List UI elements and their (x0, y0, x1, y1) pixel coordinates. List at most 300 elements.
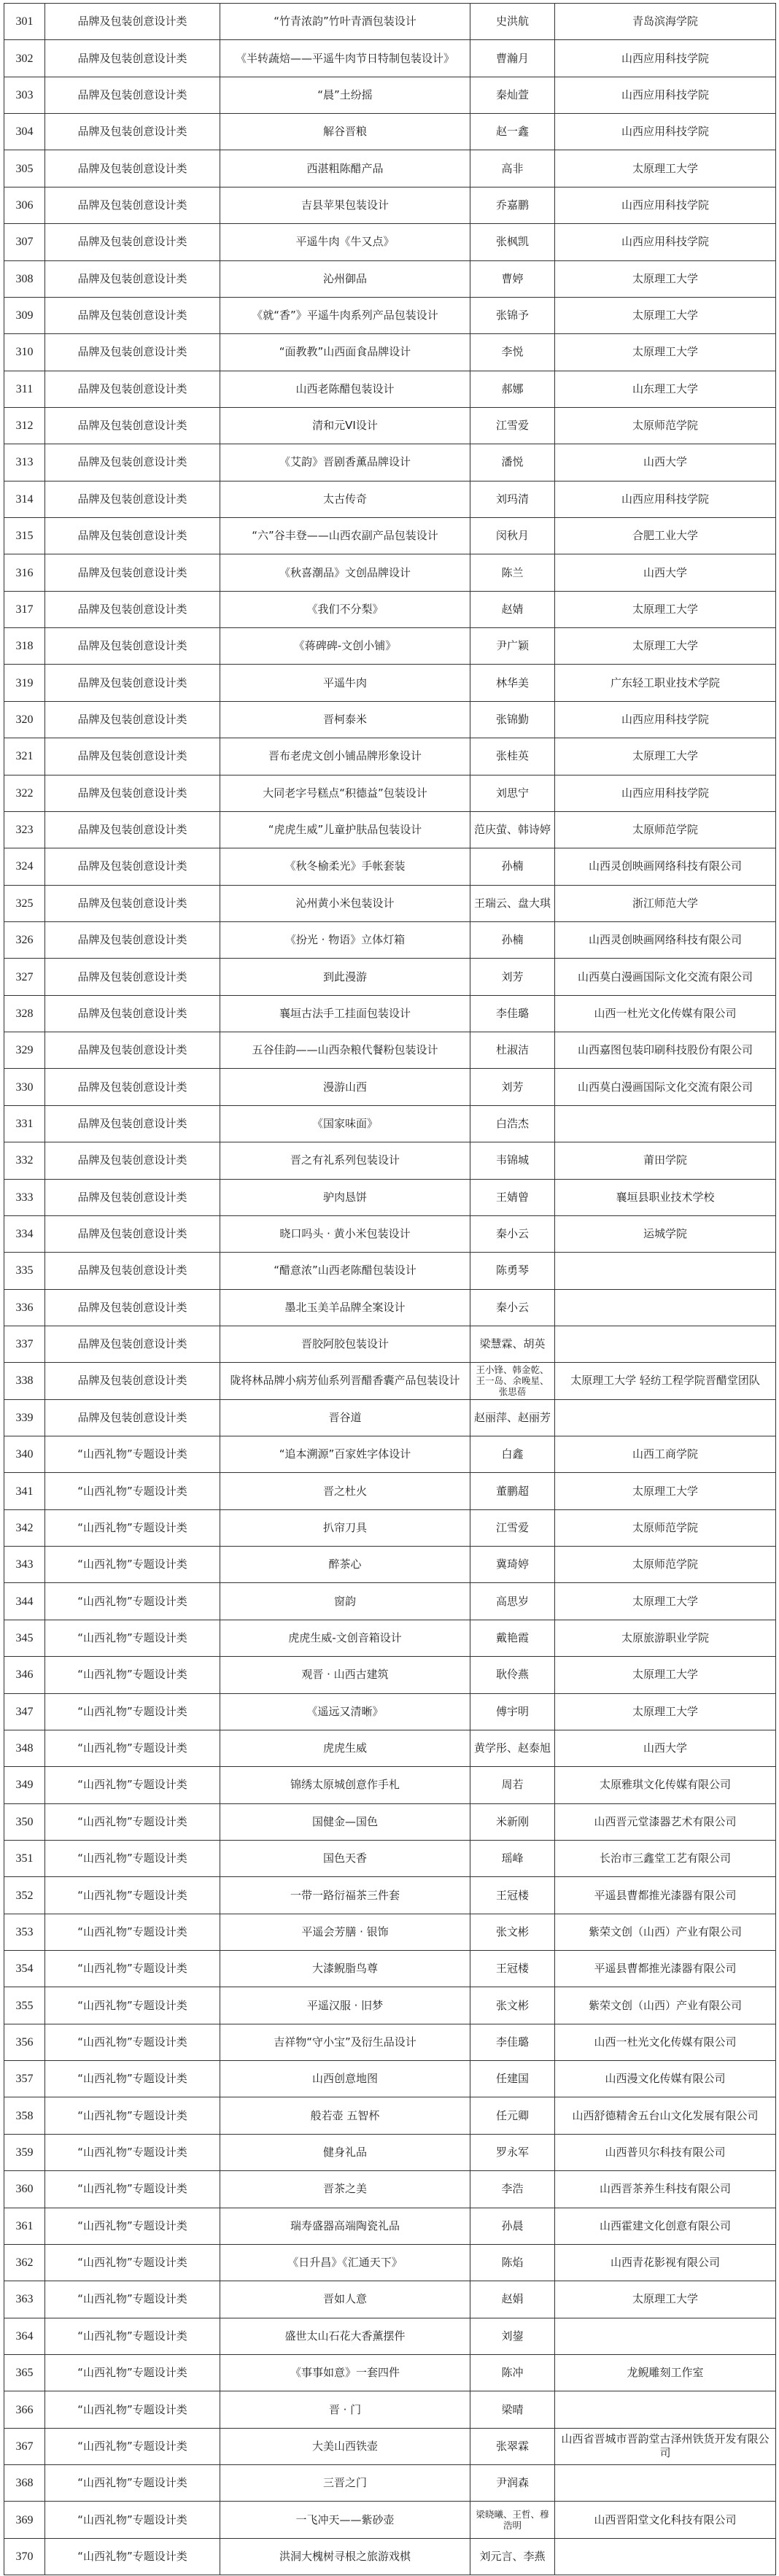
work-title-cell: 国色天香 (220, 1840, 470, 1876)
organization-cell: 太原理工大学 (555, 150, 776, 187)
category-cell: 品牌及包装创意设计类 (45, 701, 220, 738)
organization-cell: 山西漫文化传媒有限公司 (555, 2061, 776, 2097)
author-cell: 郝娜 (470, 371, 555, 407)
entry-number-cell: 365 (4, 2355, 45, 2391)
author-cell: 李佳璐 (470, 2024, 555, 2060)
author-cell: 孙楠 (470, 848, 555, 885)
organization-cell (555, 1253, 776, 1289)
category-cell: “山西礼物”专题设计类 (45, 1767, 220, 1803)
work-title-cell: 《秋冬榆柔光》手帐套装 (220, 848, 470, 885)
organization-cell: 太原理工大学 (555, 1473, 776, 1509)
category-cell: 品牌及包装创意设计类 (45, 921, 220, 958)
work-title-cell: 虎虎生威-文创音箱设计 (220, 1620, 470, 1656)
organization-cell: 太原理工大学 (555, 628, 776, 665)
work-title-cell: 《事事如意》一套四件 (220, 2355, 470, 2391)
work-title-cell: 窗韵 (220, 1583, 470, 1620)
category-cell: “山西礼物”专题设计类 (45, 1803, 220, 1840)
table-row (4, 2538, 776, 2575)
category-cell: “山西礼物”专题设计类 (45, 1840, 220, 1876)
entry-number-cell: 340 (4, 1436, 45, 1473)
award-list-table (4, 3, 776, 2575)
entry-number-cell: 312 (4, 407, 45, 444)
work-title-cell: 《就“香”》平遥牛肉系列产品包装设计 (220, 297, 470, 333)
entry-number-cell: 316 (4, 554, 45, 591)
author-cell: 张桂英 (470, 738, 555, 775)
category-cell: “山西礼物”专题设计类 (45, 1951, 220, 1987)
category-cell: 品牌及包装创意设计类 (45, 1142, 220, 1179)
category-cell: 品牌及包装创意设计类 (45, 150, 220, 187)
work-title-cell: 《我们不分梨》 (220, 591, 470, 627)
table-row (4, 407, 776, 444)
work-title-cell: “六”谷丰登——山西农副产品包装设计 (220, 518, 470, 554)
category-cell: 品牌及包装创意设计类 (45, 1253, 220, 1289)
author-cell: 张锦予 (470, 297, 555, 333)
category-cell: 品牌及包装创意设计类 (45, 40, 220, 77)
work-title-cell: 国健金—国色 (220, 1803, 470, 1840)
category-cell: “山西礼物”专题设计类 (45, 1693, 220, 1730)
table-row (4, 921, 776, 958)
entry-number-cell: 332 (4, 1142, 45, 1179)
author-cell: 梁慧霖、胡英 (470, 1326, 555, 1362)
table-row (4, 518, 776, 554)
work-title-cell: 太古传奇 (220, 481, 470, 517)
table-row (4, 1657, 776, 1693)
table-row (4, 591, 776, 627)
category-cell: “山西礼物”专题设计类 (45, 1473, 220, 1509)
author-cell: 赵婧 (470, 591, 555, 627)
table-row (4, 628, 776, 665)
category-cell: 品牌及包装创意设计类 (45, 1289, 220, 1326)
entry-number-cell: 364 (4, 2318, 45, 2354)
category-cell: 品牌及包装创意设计类 (45, 811, 220, 848)
table-row (4, 701, 776, 738)
entry-number-cell: 349 (4, 1767, 45, 1803)
author-cell: 王冠楼 (470, 1951, 555, 1987)
author-cell: 黄学彤、赵泰旭 (470, 1730, 555, 1766)
work-title-cell: 墨北玉美羊品牌全案设计 (220, 1289, 470, 1326)
organization-cell: 太原理工大学 (555, 2281, 776, 2318)
entry-number-cell: 345 (4, 1620, 45, 1656)
category-cell: “山西礼物”专题设计类 (45, 2281, 220, 2318)
entry-number-cell: 302 (4, 40, 45, 77)
entry-number-cell: 310 (4, 334, 45, 371)
organization-cell: 山西省晋城市晋韵堂古泽州铁货开发有限公司 (555, 2428, 776, 2464)
entry-number-cell: 306 (4, 187, 45, 223)
table-row (4, 885, 776, 921)
organization-cell (555, 2318, 776, 2354)
entry-number-cell: 367 (4, 2428, 45, 2464)
organization-cell: 山西大学 (555, 554, 776, 591)
table-row (4, 1547, 776, 1583)
work-title-cell: 吉县苹果包装设计 (220, 187, 470, 223)
table-row (4, 1767, 776, 1803)
work-title-cell: 观晋 · 山西古建筑 (220, 1657, 470, 1693)
work-title-cell: 晋茶之美 (220, 2171, 470, 2208)
work-title-cell: “竹青浓韵”竹叶青酒包装设计 (220, 4, 470, 40)
category-cell: 品牌及包装创意设计类 (45, 334, 220, 371)
category-cell: 品牌及包装创意设计类 (45, 738, 220, 775)
category-cell: 品牌及包装创意设计类 (45, 995, 220, 1032)
organization-cell (555, 2391, 776, 2428)
table-row (4, 959, 776, 995)
author-cell: 江雪爱 (470, 407, 555, 444)
category-cell: 品牌及包装创意设计类 (45, 77, 220, 113)
entry-number-cell: 346 (4, 1657, 45, 1693)
table-row (4, 481, 776, 517)
organization-cell: 山西莫白漫画国际文化交流有限公司 (555, 1069, 776, 1105)
organization-cell: 太原理工大学 轻纺工程学院晋醋堂团队 (555, 1363, 776, 1399)
entry-number-cell: 329 (4, 1032, 45, 1069)
organization-cell: 太原理工大学 (555, 334, 776, 371)
organization-cell: 太原师范学院 (555, 407, 776, 444)
work-title-cell: 解谷晋粮 (220, 114, 470, 150)
author-cell: 陈冲 (470, 2355, 555, 2391)
category-cell: 品牌及包装创意设计类 (45, 1399, 220, 1436)
work-title-cell: 山西老陈醋包装设计 (220, 371, 470, 407)
category-cell: “山西礼物”专题设计类 (45, 2391, 220, 2428)
category-cell: “山西礼物”专题设计类 (45, 2024, 220, 2060)
author-cell: 王小锋、韩金乾、王一岛、余晚星、张思蓓 (470, 1363, 555, 1399)
category-cell: 品牌及包装创意设计类 (45, 628, 220, 665)
category-cell: 品牌及包装创意设计类 (45, 481, 220, 517)
entry-number-cell: 313 (4, 444, 45, 481)
organization-cell: 山西霍建文化创意有限公司 (555, 2208, 776, 2244)
work-title-cell: 沁州黄小米包装设计 (220, 885, 470, 921)
entry-number-cell: 326 (4, 921, 45, 958)
organization-cell: 太原理工大学 (555, 738, 776, 775)
table-row (4, 1693, 776, 1730)
organization-cell: 山西莫白漫画国际文化交流有限公司 (555, 959, 776, 995)
organization-cell: 运城学院 (555, 1215, 776, 1252)
author-cell: 秦小云 (470, 1215, 555, 1252)
author-cell: 刘芳 (470, 959, 555, 995)
entry-number-cell: 322 (4, 775, 45, 811)
work-title-cell: 清和元VI设计 (220, 407, 470, 444)
work-title-cell: 到此漫游 (220, 959, 470, 995)
organization-cell: 太原旅游职业学院 (555, 1620, 776, 1656)
organization-cell (555, 2538, 776, 2575)
category-cell: “山西礼物”专题设计类 (45, 2538, 220, 2575)
work-title-cell: 《艾韵》晋剧香薰品牌设计 (220, 444, 470, 481)
entry-number-cell: 311 (4, 371, 45, 407)
table-row (4, 2024, 776, 2060)
author-cell: 耿伶燕 (470, 1657, 555, 1693)
work-title-cell: 《国家味面》 (220, 1105, 470, 1142)
author-cell: 乔嘉鹏 (470, 187, 555, 223)
entry-number-cell: 320 (4, 701, 45, 738)
table-row (4, 2171, 776, 2208)
entry-number-cell: 370 (4, 2538, 45, 2575)
organization-cell: 山西灵创映画网络科技有限公司 (555, 921, 776, 958)
category-cell: 品牌及包装创意设计类 (45, 518, 220, 554)
category-cell: 品牌及包装创意设计类 (45, 224, 220, 260)
organization-cell: 广东轻工职业技术学院 (555, 665, 776, 701)
work-title-cell: 《蒋碑碑-文创小铺》 (220, 628, 470, 665)
entry-number-cell: 325 (4, 885, 45, 921)
work-title-cell: 吉祥物“守小宝”及衍生品设计 (220, 2024, 470, 2060)
author-cell: 史洪航 (470, 4, 555, 40)
entry-number-cell: 318 (4, 628, 45, 665)
author-cell: 刘元言、李燕 (470, 2538, 555, 2575)
table-row (4, 1951, 776, 1987)
table-row (4, 1877, 776, 1914)
category-cell: “山西礼物”专题设计类 (45, 2428, 220, 2464)
entry-number-cell: 337 (4, 1326, 45, 1362)
category-cell: 品牌及包装创意设计类 (45, 885, 220, 921)
organization-cell: 平遥县曹都推光漆器有限公司 (555, 1877, 776, 1914)
table-row (4, 2097, 776, 2134)
table-row (4, 2061, 776, 2097)
entry-number-cell: 303 (4, 77, 45, 113)
author-cell: 潘悦 (470, 444, 555, 481)
author-cell: 王瑞云、盘大琪 (470, 885, 555, 921)
entry-number-cell: 331 (4, 1105, 45, 1142)
work-title-cell: 沁州御品 (220, 260, 470, 297)
author-cell: 曹瀚月 (470, 40, 555, 77)
organization-cell: 山西应用科技学院 (555, 224, 776, 260)
category-cell: “山西礼物”专题设计类 (45, 1547, 220, 1583)
author-cell: 赵一鑫 (470, 114, 555, 150)
table-row (4, 1032, 776, 1069)
category-cell: “山西礼物”专题设计类 (45, 2355, 220, 2391)
author-cell: 刘芳 (470, 1069, 555, 1105)
entry-number-cell: 366 (4, 2391, 45, 2428)
work-title-cell: 晋胶阿胶包装设计 (220, 1326, 470, 1362)
table-row (4, 1730, 776, 1766)
organization-cell: 龙鲵雕刻工作室 (555, 2355, 776, 2391)
category-cell: “山西礼物”专题设计类 (45, 2244, 220, 2281)
table-row (4, 2134, 776, 2170)
organization-cell: 山西大学 (555, 1730, 776, 1766)
category-cell: 品牌及包装创意设计类 (45, 260, 220, 297)
entry-number-cell: 336 (4, 1289, 45, 1326)
entry-number-cell: 344 (4, 1583, 45, 1620)
table-row (4, 444, 776, 481)
category-cell: 品牌及包装创意设计类 (45, 407, 220, 444)
author-cell: 米新刚 (470, 1803, 555, 1840)
category-cell: 品牌及包装创意设计类 (45, 959, 220, 995)
work-title-cell: 《半转蔬焙——平遥牛肉节日特制包装设计》 (220, 40, 470, 77)
work-title-cell: 平遥汉服 · 旧梦 (220, 1987, 470, 2024)
entry-number-cell: 359 (4, 2134, 45, 2170)
category-cell: “山西礼物”专题设计类 (45, 1620, 220, 1656)
work-title-cell: 晋柯泰米 (220, 701, 470, 738)
work-title-cell: 《秋喜潮品》文创品牌设计 (220, 554, 470, 591)
author-cell: 张文彬 (470, 1914, 555, 1950)
work-title-cell: 盛世太山石花大香薰摆件 (220, 2318, 470, 2354)
entry-number-cell: 327 (4, 959, 45, 995)
author-cell: 任建国 (470, 2061, 555, 2097)
table-row (4, 1363, 776, 1399)
author-cell: 韦锦城 (470, 1142, 555, 1179)
organization-cell (555, 1105, 776, 1142)
category-cell: 品牌及包装创意设计类 (45, 1032, 220, 1069)
table-row (4, 2428, 776, 2464)
entry-number-cell: 368 (4, 2465, 45, 2502)
work-title-cell: “面教教”山西面食品牌设计 (220, 334, 470, 371)
organization-cell: 山西应用科技学院 (555, 77, 776, 113)
table-row (4, 1803, 776, 1840)
category-cell: “山西礼物”专题设计类 (45, 1583, 220, 1620)
author-cell: 林华美 (470, 665, 555, 701)
table-row (4, 811, 776, 848)
entry-number-cell: 354 (4, 1951, 45, 1987)
author-cell: 张翠霖 (470, 2428, 555, 2464)
entry-number-cell: 305 (4, 150, 45, 187)
author-cell: 李悦 (470, 334, 555, 371)
entry-number-cell: 362 (4, 2244, 45, 2281)
work-title-cell: 健身礼品 (220, 2134, 470, 2170)
work-title-cell: 平遥牛肉 (220, 665, 470, 701)
author-cell: 尹广颖 (470, 628, 555, 665)
work-title-cell: 襄垣古法手工挂面包装设计 (220, 995, 470, 1032)
organization-cell: 太原理工大学 (555, 1693, 776, 1730)
author-cell: 王冠楼 (470, 1877, 555, 1914)
table-row (4, 77, 776, 113)
category-cell: 品牌及包装创意设计类 (45, 1179, 220, 1215)
category-cell: 品牌及包装创意设计类 (45, 1326, 220, 1362)
table-row (4, 1473, 776, 1509)
organization-cell: 太原师范学院 (555, 811, 776, 848)
author-cell: 冀琦婷 (470, 1547, 555, 1583)
organization-cell: 山西应用科技学院 (555, 775, 776, 811)
category-cell: “山西礼物”专题设计类 (45, 2134, 220, 2170)
entry-number-cell: 307 (4, 224, 45, 260)
work-title-cell: 漫游山西 (220, 1069, 470, 1105)
entry-number-cell: 319 (4, 665, 45, 701)
table-row (4, 260, 776, 297)
author-cell: 任元卿 (470, 2097, 555, 2134)
work-title-cell: 锦绣太原城创意作手札 (220, 1767, 470, 1803)
work-title-cell: 《遥远又清晰》 (220, 1693, 470, 1730)
category-cell: 品牌及包装创意设计类 (45, 297, 220, 333)
entry-number-cell: 309 (4, 297, 45, 333)
entry-number-cell: 356 (4, 2024, 45, 2060)
organization-cell: 山西应用科技学院 (555, 701, 776, 738)
table-row (4, 1179, 776, 1215)
author-cell: 杜淑洁 (470, 1032, 555, 1069)
author-cell: 张枫凯 (470, 224, 555, 260)
work-title-cell: 西湛粗陈醋产品 (220, 150, 470, 187)
table-body (4, 4, 776, 2575)
entry-number-cell: 338 (4, 1363, 45, 1399)
work-title-cell: 五谷佳韵——山西杂粮代餐粉包装设计 (220, 1032, 470, 1069)
table-row (4, 2502, 776, 2538)
organization-cell: 太原理工大学 (555, 1583, 776, 1620)
organization-cell: 山西工商学院 (555, 1436, 776, 1473)
table-row (4, 2391, 776, 2428)
category-cell: 品牌及包装创意设计类 (45, 591, 220, 627)
organization-cell: 山西晋元堂漆器艺术有限公司 (555, 1803, 776, 1840)
entry-number-cell: 353 (4, 1914, 45, 1950)
entry-number-cell: 350 (4, 1803, 45, 1840)
work-title-cell: 《日升昌》《汇通天下》 (220, 2244, 470, 2281)
author-cell: 秦灿萱 (470, 77, 555, 113)
entry-number-cell: 315 (4, 518, 45, 554)
entry-number-cell: 361 (4, 2208, 45, 2244)
organization-cell (555, 1326, 776, 1362)
table-row (4, 1399, 776, 1436)
organization-cell: 山西应用科技学院 (555, 481, 776, 517)
work-title-cell: 驴肉恳饼 (220, 1179, 470, 1215)
entry-number-cell: 343 (4, 1547, 45, 1583)
author-cell: 刘玛清 (470, 481, 555, 517)
author-cell: 尹润森 (470, 2465, 555, 2502)
entry-number-cell: 301 (4, 4, 45, 40)
organization-cell: 山西一杜光文化传媒有限公司 (555, 2024, 776, 2060)
category-cell: 品牌及包装创意设计类 (45, 4, 220, 40)
organization-cell: 太原理工大学 (555, 591, 776, 627)
author-cell: 白鑫 (470, 1436, 555, 1473)
category-cell: “山西礼物”专题设计类 (45, 2318, 220, 2354)
table-row (4, 4, 776, 40)
category-cell: “山西礼物”专题设计类 (45, 2465, 220, 2502)
organization-cell: 紫荣文创（山西）产业有限公司 (555, 1987, 776, 2024)
organization-cell (555, 1289, 776, 1326)
table-row (4, 1253, 776, 1289)
table-row (4, 1142, 776, 1179)
table-row (4, 1620, 776, 1656)
author-cell: 罗永军 (470, 2134, 555, 2170)
author-cell: 陈兰 (470, 554, 555, 591)
table-row (4, 1840, 776, 1876)
organization-cell: 山西青花影视有限公司 (555, 2244, 776, 2281)
work-title-cell: 晋谷道 (220, 1399, 470, 1436)
category-cell: 品牌及包装创意设计类 (45, 665, 220, 701)
table-row (4, 665, 776, 701)
table-row (4, 1069, 776, 1105)
work-title-cell: 醉茶心 (220, 1547, 470, 1583)
work-title-cell: 晋之有礼系列包装设计 (220, 1142, 470, 1179)
entry-number-cell: 355 (4, 1987, 45, 2024)
table-row (4, 224, 776, 260)
table-row (4, 187, 776, 223)
work-title-cell: 晓口吗头 · 黄小米包装设计 (220, 1215, 470, 1252)
author-cell: 张锦勤 (470, 701, 555, 738)
category-cell: “山西礼物”专题设计类 (45, 2097, 220, 2134)
entry-number-cell: 358 (4, 2097, 45, 2134)
organization-cell: 山东理工大学 (555, 371, 776, 407)
entry-number-cell: 352 (4, 1877, 45, 1914)
entry-number-cell: 335 (4, 1253, 45, 1289)
work-title-cell: “虎虎生威”儿童护肤品包装设计 (220, 811, 470, 848)
author-cell: 陈焰 (470, 2244, 555, 2281)
author-cell: 赵丽萍、赵丽芳 (470, 1399, 555, 1436)
category-cell: 品牌及包装创意设计类 (45, 554, 220, 591)
author-cell: 梁晴 (470, 2391, 555, 2428)
organization-cell: 襄垣县职业技术学校 (555, 1179, 776, 1215)
author-cell: 王婧曾 (470, 1179, 555, 1215)
work-title-cell: 一带一路衍福茶三件套 (220, 1877, 470, 1914)
author-cell: 孙晨 (470, 2208, 555, 2244)
entry-number-cell: 351 (4, 1840, 45, 1876)
organization-cell: 太原理工大学 (555, 297, 776, 333)
author-cell: 傅宇明 (470, 1693, 555, 1730)
work-title-cell: 般若壶 五智杯 (220, 2097, 470, 2134)
category-cell: “山西礼物”专题设计类 (45, 1436, 220, 1473)
category-cell: “山西礼物”专题设计类 (45, 1914, 220, 1950)
author-cell: 董鹏超 (470, 1473, 555, 1509)
organization-cell: 山西嘉图包装印刷科技股份有限公司 (555, 1032, 776, 1069)
author-cell: 曹婷 (470, 260, 555, 297)
author-cell: 周若 (470, 1767, 555, 1803)
category-cell: 品牌及包装创意设计类 (45, 114, 220, 150)
entry-number-cell: 323 (4, 811, 45, 848)
author-cell: 刘鋆 (470, 2318, 555, 2354)
table-row (4, 150, 776, 187)
category-cell: 品牌及包装创意设计类 (45, 848, 220, 885)
entry-number-cell: 363 (4, 2281, 45, 2318)
